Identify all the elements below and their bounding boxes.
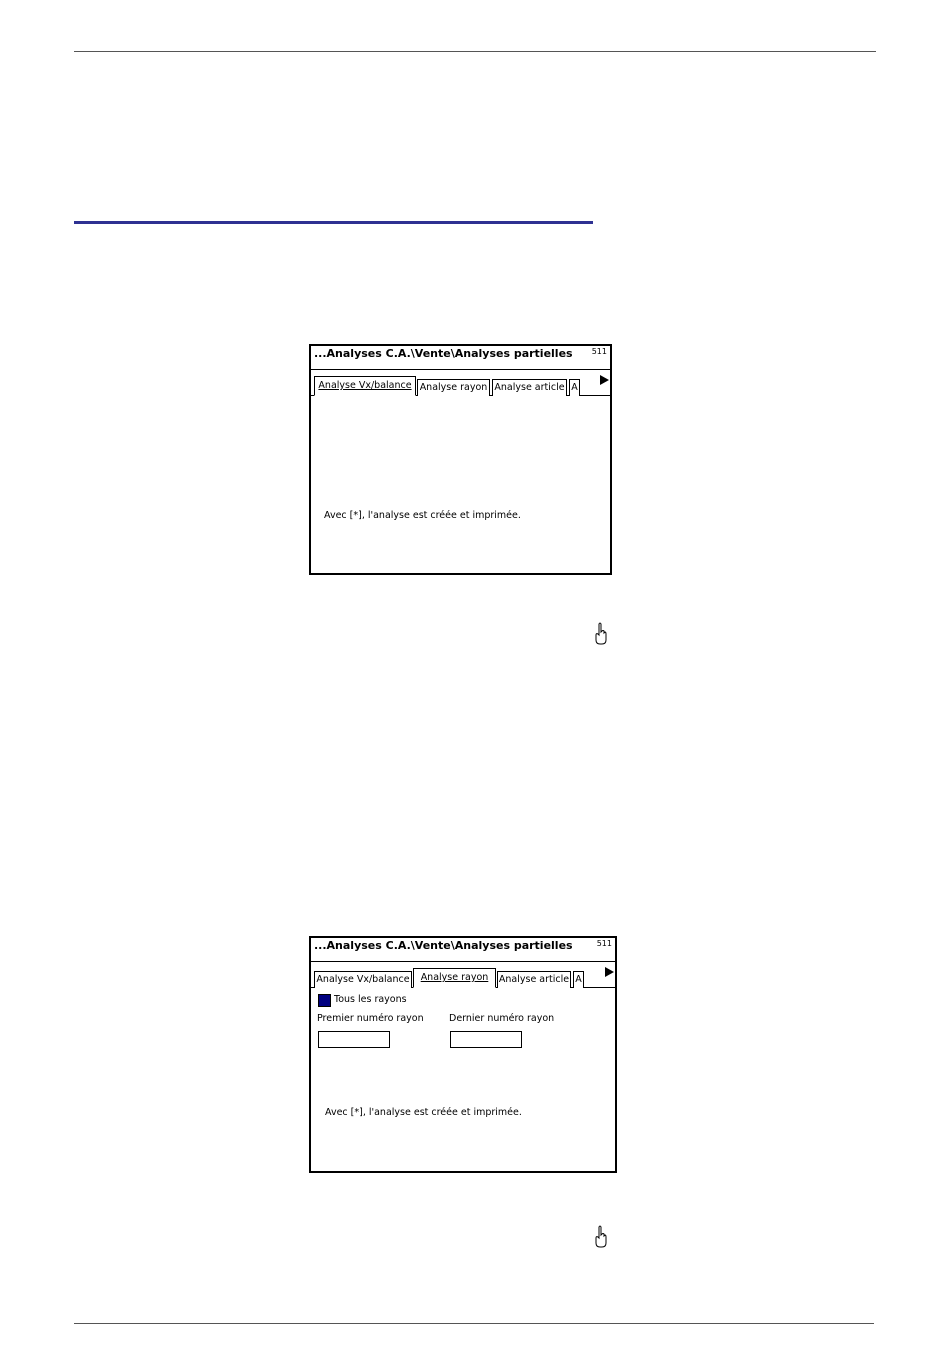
tab-label: Analyse article [494,382,565,393]
title-bar [311,938,615,962]
title-bar [311,346,610,370]
screen-code: 511 [596,939,612,948]
section-heading-rule [74,221,593,224]
screen-analyse-vx-balance [309,344,612,575]
tab-more[interactable] [573,971,584,988]
tab-label: Analyse Vx/balance [316,974,410,985]
tab-bar [311,962,615,988]
tab-analyse-vx-balance[interactable] [314,376,416,396]
tab-analyse-vx-balance[interactable] [314,971,412,988]
arrow-right-icon[interactable] [600,375,609,385]
tab-analyse-rayon[interactable] [413,968,496,988]
tab-more[interactable] [569,379,580,396]
tab-label: Analyse rayon [420,972,489,983]
all-rayons-label: Tous les rayons [334,994,407,1005]
screen-code: 511 [591,347,607,356]
pointing-hand-icon [594,622,608,646]
tab-bar [311,370,610,396]
first-rayon-input[interactable] [318,1031,390,1048]
page-footer-rule [74,1323,874,1324]
pointing-hand-icon [594,1225,608,1249]
tab-label: A [571,382,578,393]
all-rayons-checkbox[interactable] [318,994,331,1007]
tab-label: A [575,974,582,985]
tab-label: Analyse rayon [419,382,488,393]
info-message: Avec [*], l'analyse est créée et imprimée. [325,1107,522,1118]
tab-analyse-rayon[interactable] [417,379,490,396]
last-rayon-input[interactable] [450,1031,522,1048]
tab-label: Analyse Vx/balance [318,380,412,391]
info-message: Avec [*], l'analyse est créée et imprimée. [324,510,521,521]
page-header-rule [74,51,876,52]
tab-analyse-article[interactable] [492,379,567,396]
title-path: ...Analyses C.A.\Vente\Analyses partielles [314,347,573,360]
last-rayon-label: Dernier numéro rayon [449,1013,555,1024]
screen-analyse-rayon [309,936,617,1173]
tab-analyse-article[interactable] [497,971,571,988]
tab-label: Analyse article [498,974,570,985]
first-rayon-label: Premier numéro rayon [317,1013,424,1024]
arrow-right-icon[interactable] [605,967,614,977]
title-path: ...Analyses C.A.\Vente\Analyses partielles [314,939,573,952]
